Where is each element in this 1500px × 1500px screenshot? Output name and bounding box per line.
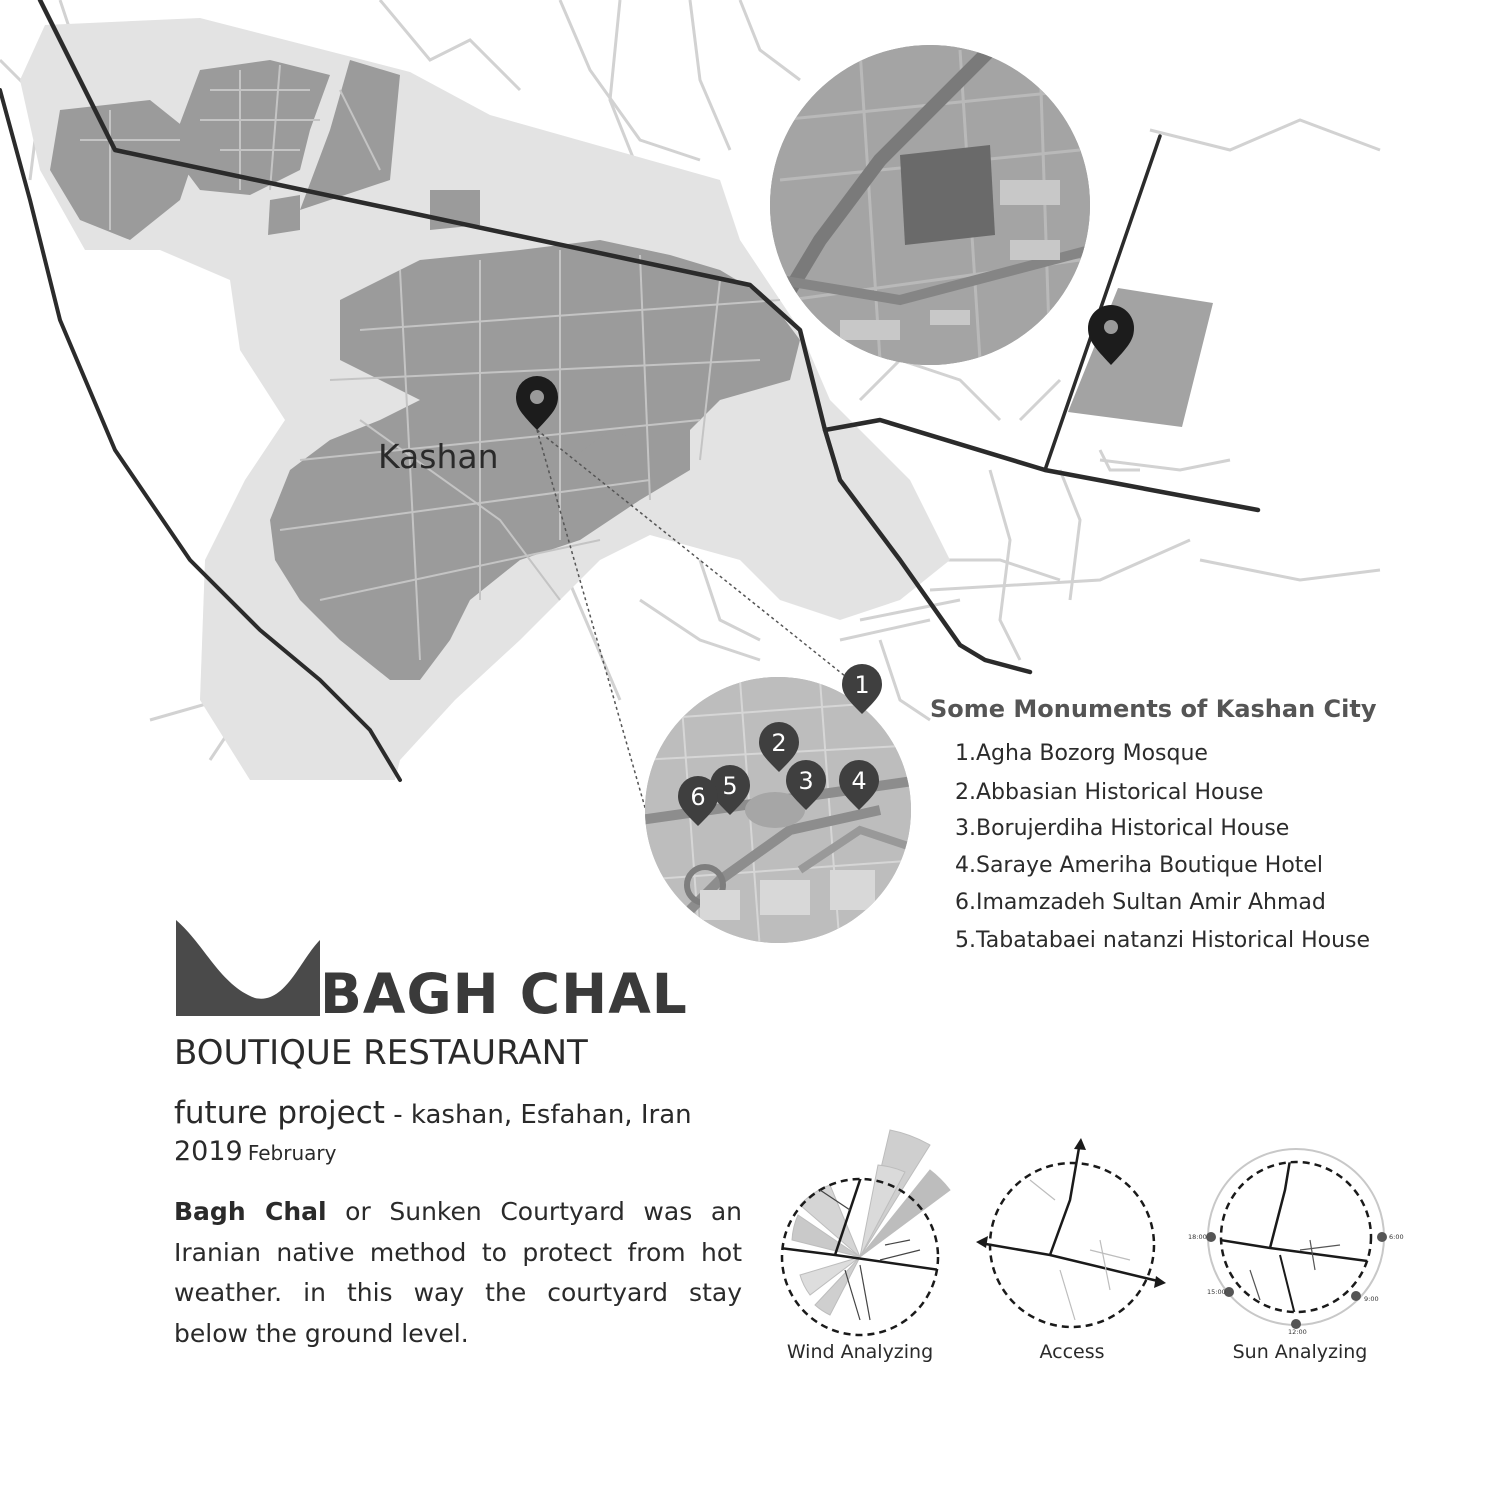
sun-time-label: 15:00 <box>1207 1288 1226 1296</box>
monuments-title: Some Monuments of Kashan City <box>930 695 1377 723</box>
sun-position-marker <box>1377 1232 1387 1242</box>
project-site-area <box>1068 288 1213 427</box>
project-description <box>174 1192 742 1354</box>
sun-time-label: 9:00 <box>1364 1295 1379 1303</box>
monument-item: 2.Abbasian Historical House <box>955 780 1264 805</box>
monument-marker-label-3: 3 <box>798 767 814 795</box>
project-year: 2019 <box>174 1136 243 1167</box>
project-name: BAGH CHAL <box>320 962 688 1026</box>
bagh-chal-logo-icon <box>176 920 320 1016</box>
site-satellite-view <box>770 20 1090 365</box>
project-type: future project <box>174 1095 385 1131</box>
description-bold: Bagh Chal <box>174 1197 327 1226</box>
monument-marker-label-5: 5 <box>722 772 738 800</box>
monument-marker-label-1: 1 <box>854 671 870 699</box>
sun-position-marker <box>1206 1232 1216 1242</box>
monument-item: 3.Borujerdiha Historical House <box>955 816 1290 841</box>
sun-analysis-diagram <box>1188 1149 1404 1336</box>
sun-diagram-label: Sun Analyzing <box>1232 1341 1368 1363</box>
project-type-location <box>174 1095 692 1131</box>
description-text: or Sunken Courtyard was an Iranian native method to protect from hot weather. in this way the courtyard stay below the ground level. <box>174 1197 742 1348</box>
wind-analysis-diagram <box>780 1130 950 1335</box>
monument-marker-label-4: 4 <box>851 767 867 795</box>
project-subtitle: BOUTIQUE RESTAURANT <box>174 1033 588 1073</box>
access-diagram-label: Access <box>1039 1341 1105 1363</box>
sun-time-label: 6:00 <box>1389 1233 1404 1241</box>
project-date <box>174 1136 336 1167</box>
access-diagram <box>976 1138 1166 1327</box>
sun-position-marker <box>1351 1291 1361 1301</box>
wind-diagram-label: Wind Analyzing <box>786 1341 934 1363</box>
monument-marker-label-6: 6 <box>690 783 706 811</box>
monument-marker-label-2: 2 <box>771 729 787 757</box>
project-month: February <box>247 1141 337 1165</box>
project-location: - kashan, Esfahan, Iran <box>384 1100 692 1130</box>
sun-time-label: 12:00 <box>1288 1328 1307 1336</box>
city-label-kashan: Kashan <box>378 437 499 476</box>
monuments-satellite-view <box>640 675 920 950</box>
monument-item: 4.Saraye Ameriha Boutique Hotel <box>955 853 1324 878</box>
monument-item: 1.Agha Bozorg Mosque <box>955 741 1208 766</box>
sun-time-label: 18:00 <box>1188 1233 1207 1241</box>
monument-item: 5.Tabatabaei natanzi Historical House <box>955 928 1371 953</box>
monument-item: 6.Imamzadeh Sultan Amir Ahmad <box>955 890 1326 915</box>
